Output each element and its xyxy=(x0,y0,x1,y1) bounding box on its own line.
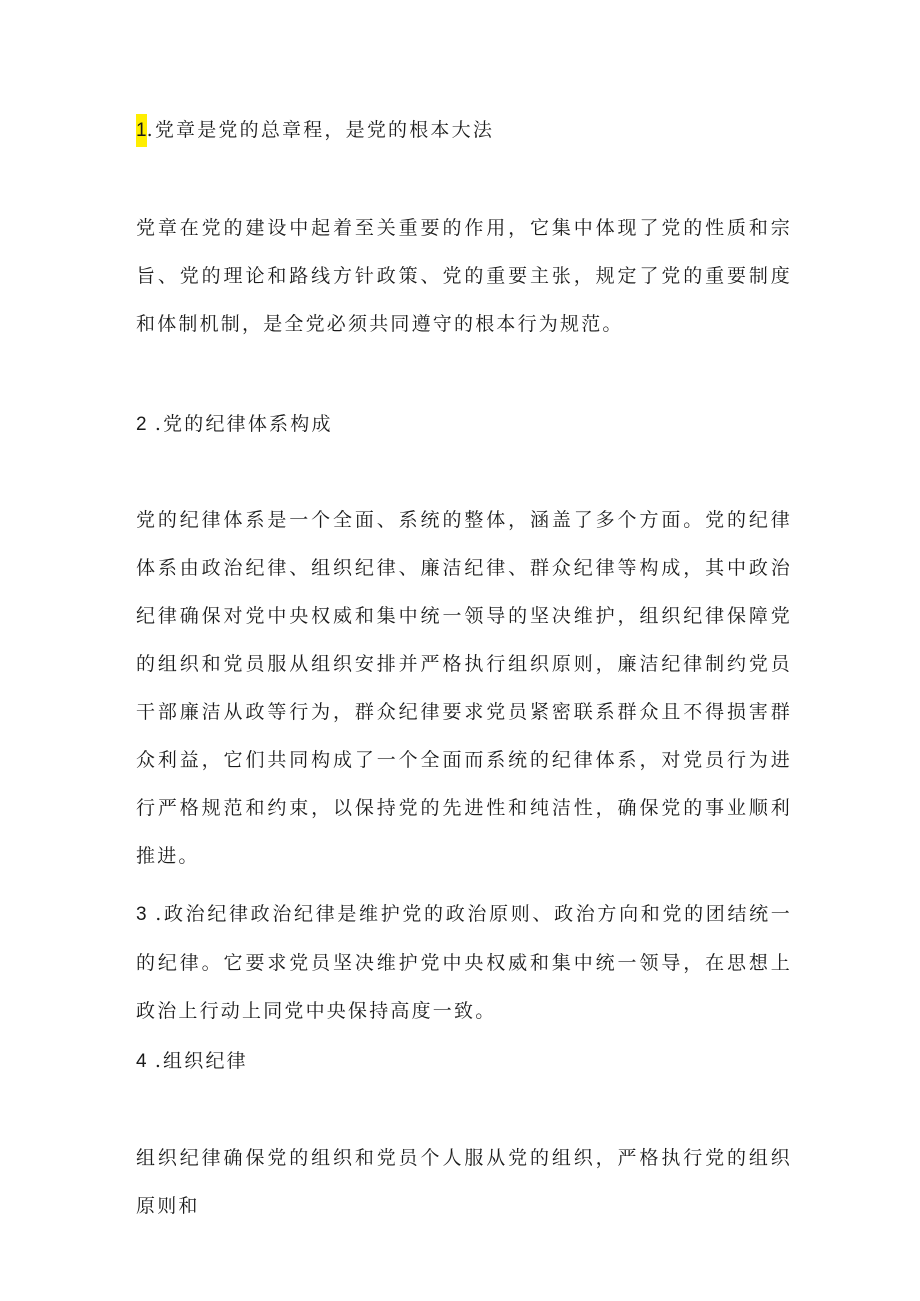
section-2-heading xyxy=(136,410,333,439)
section-1-heading xyxy=(136,116,494,145)
section-2-paragraph: 党的纪律体系是一个全面、系统的整体，涵盖了多个方面。党的纪律体系由政治纪律、组织纪律、廉洁纪律、群众纪律等构成，其中政治纪律确保对党中央权威和集中统一领导的坚决维护，组织纪律保障党的组织和党员服从组织安排并严格执行组织原则，廉洁纪律制约党员干部廉洁从政等行为，群众纪律要求党员紧密联系群众且不得损害群众利益，它们共同构成了一个全面而系统的纪律体系，对党员行为进行严格规范和约束，以保持党的先进性和纯洁性，确保党的事业顺利推进。 xyxy=(136,509,792,867)
section-3-number: 3 xyxy=(136,904,147,925)
section-1-number-highlighted: 1 xyxy=(136,114,147,147)
section-3-paragraph xyxy=(136,890,792,1035)
section-1-paragraph: 党章在党的建设中起着至关重要的作用，它集中体现了党的性质和宗旨、党的理论和路线方针政策、党的重要主张，规定了党的重要制度和体制机制，是全党必须共同遵守的根本行为规范。 xyxy=(136,217,792,335)
section-4-title: .组织纪律 xyxy=(146,1050,248,1072)
section-4-number: 4 xyxy=(136,1051,147,1072)
section-4-paragraph: 组织纪律确保党的组织和党员个人服从党的组织，严格执行党的组织原则和 xyxy=(136,1147,792,1217)
section-4-heading xyxy=(136,1047,248,1076)
section-2-title: .党的纪律体系构成 xyxy=(146,413,333,435)
section-1-title: .党章是党的总章程，是党的根本大法 xyxy=(146,119,495,141)
section-2-number: 2 xyxy=(136,414,147,435)
section-3-text: .政治纪律政治纪律是维护党的政治原则、政治方向和党的团结统一的纪律。它要求党员坚决维护党中央权威和集中统一领导，在思想上政治上行动上同党中央保持高度一致。 xyxy=(136,903,792,1022)
